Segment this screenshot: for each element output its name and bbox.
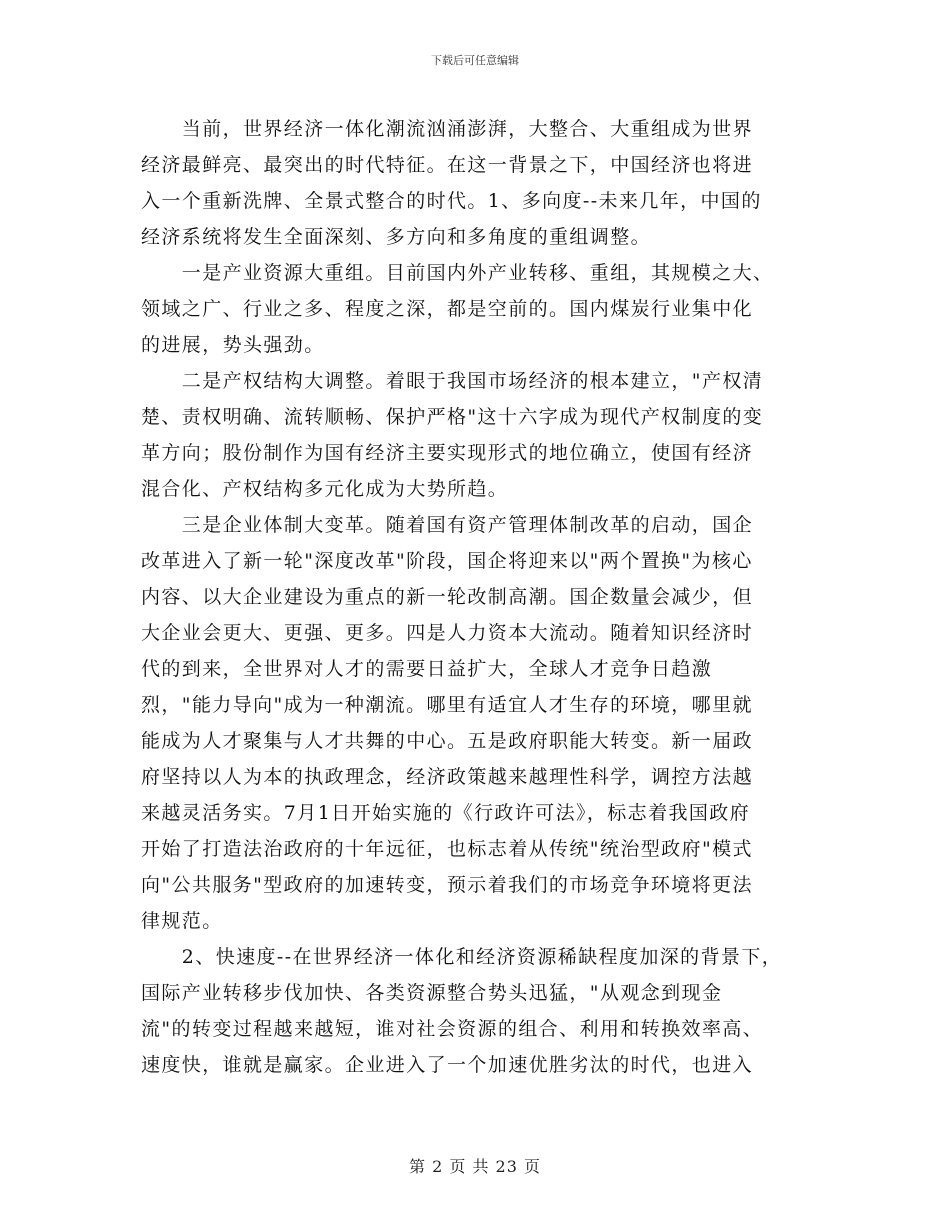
text-line: 速度快，谁就是赢家。企业进入了一个加速优胜劣汰的时代，也进入 <box>141 1054 754 1076</box>
text-line: 经济系统将发生全面深刻、多方向和多角度的重组调整。 <box>141 226 652 248</box>
page-number-footer: 第 2 页 共 23 页 <box>409 1157 541 1176</box>
text-line: 领域之广、行业之多、程度之深，都是空前的。国内煤炭行业集中化 <box>141 298 754 320</box>
document-body <box>141 111 821 1083</box>
text-line: 大企业会更大、更强、更多。四是人力资本大流动。随着知识经济时 <box>141 622 754 644</box>
text-line: 律规范。 <box>141 910 223 932</box>
text-line: 流"的转变过程越来越短，谁对社会资源的组合、利用和转换效率高、 <box>141 1018 764 1040</box>
text-line: 的进展，势头强劲。 <box>141 334 325 356</box>
text-line: 革方向；股份制作为国有经济主要实现形式的地位确立，使国有经济 <box>141 442 754 464</box>
text-line: 当前，世界经济一体化潮流汹涌澎湃，大整合、大重组成为世界 <box>141 118 754 140</box>
text-line: 入一个重新洗牌、全景式整合的时代。1、多向度--未来几年，中国的 <box>141 190 762 212</box>
text-line: 2、快速度--在世界经济一体化和经济资源稀缺程度加深的背景下， <box>141 946 783 968</box>
text-line: 能成为人才聚集与人才共舞的中心。五是政府职能大转变。新一届政 <box>141 730 754 752</box>
text-line: 国际产业转移步伐加快、各类资源整合势头迅猛，"从观念到现金 <box>141 982 723 1004</box>
text-line: 内容、以大企业建设为重点的新一轮改制高潮。国企数量会减少，但 <box>141 586 754 608</box>
text-line: 楚、责权明确、流转顺畅、保护严格"这十六字成为现代产权制度的变 <box>141 406 764 428</box>
text-line: 混合化、产权结构多元化成为大势所趋。 <box>141 478 509 500</box>
text-line: 经济最鲜亮、最突出的时代特征。在这一背景之下，中国经济也将进 <box>141 154 754 176</box>
text-line: 代的到来，全世界对人才的需要日益扩大，全球人才竞争日趋激 <box>141 658 713 680</box>
text-line: 来越灵活务实。7月1日开始实施的《行政许可法》，标志着我国政府 <box>141 802 751 824</box>
text-line: 二是产权结构大调整。着眼于我国市场经济的根本建立，"产权清 <box>141 370 764 392</box>
text-line: 开始了打造法治政府的十年远征，也标志着从传统"统治型政府"模式 <box>141 838 753 860</box>
text-line: 一是产业资源大重组。目前国内外产业转移、重组，其规模之大、 <box>141 262 774 284</box>
text-line: 三是企业体制大变革。随着国有资产管理体制改革的启动，国企 <box>141 514 754 536</box>
page-header: 下载后可任意编辑 <box>431 54 519 67</box>
text-line: 改革进入了新一轮"深度改革"阶段，国企将迎来以"两个置换"为核心 <box>141 550 753 572</box>
text-line: 烈，"能力导向"成为一种潮流。哪里有适宜人才生存的环境，哪里就 <box>141 694 753 716</box>
text-line: 向"公共服务"型政府的加速转变，预示着我们的市场竞争环境将更法 <box>141 874 753 896</box>
text-line: 府坚持以人为本的执政理念，经济政策越来越理性科学，调控方法越 <box>141 766 754 788</box>
